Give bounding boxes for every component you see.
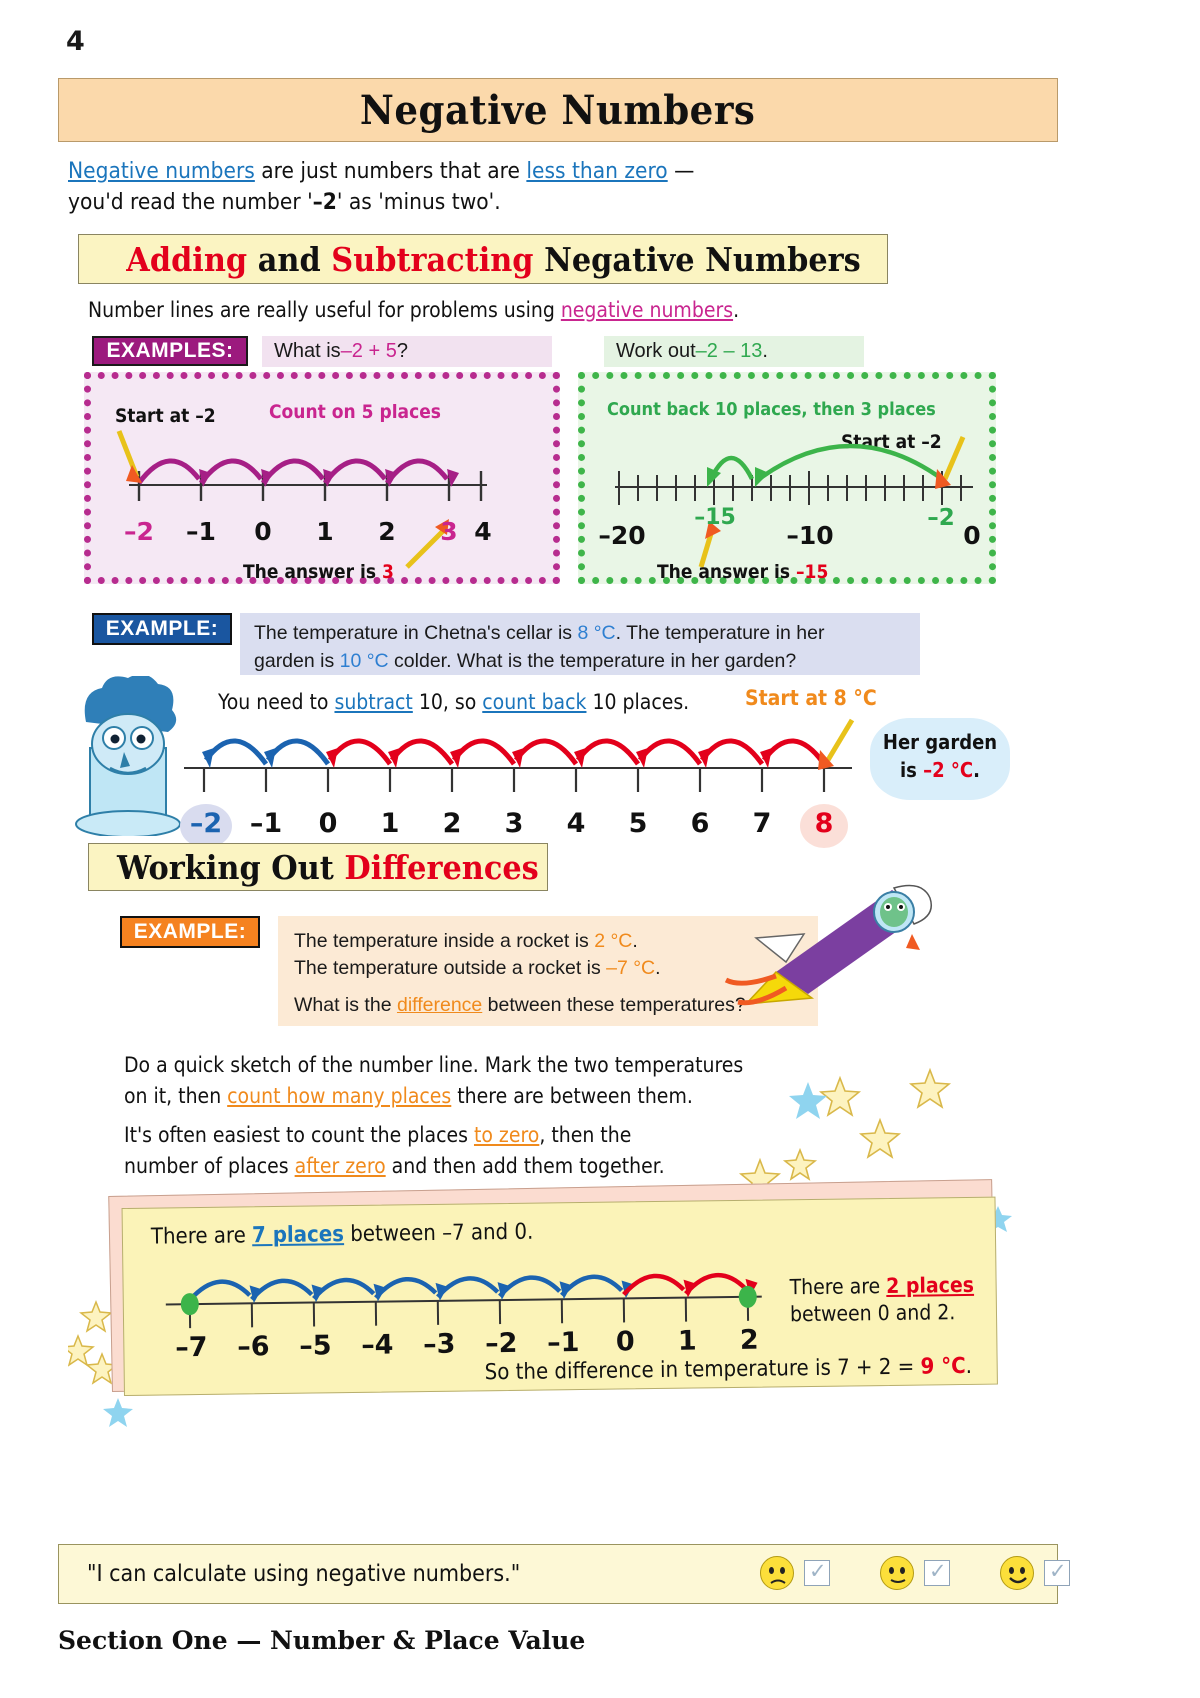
- section-header-1-part-adding: Adding: [126, 239, 248, 279]
- ex2-line1-a: The temperature inside a rocket is: [294, 930, 595, 952]
- ex1-line1-c: . The temperature in her: [615, 622, 825, 644]
- examples-chip: EXAMPLES:: [92, 336, 248, 366]
- section-header-1-part-nn: Negative Numbers: [533, 239, 861, 279]
- bubble-line-1: Her garden: [882, 730, 998, 754]
- question-b-post: .: [762, 340, 768, 362]
- para1-d: there are between them.: [451, 1084, 693, 1108]
- card-tick-3: –4: [360, 1329, 394, 1361]
- para2-f: and then add them together.: [385, 1154, 665, 1178]
- intro-text-b: —: [667, 158, 695, 184]
- example1-question-box: [240, 613, 920, 675]
- panel-b-answer-value: –15: [796, 561, 829, 583]
- panel-b-label-zero: 0: [963, 521, 981, 550]
- lead-link-negative-numbers: negative numbers: [560, 298, 734, 322]
- intro-link-negative-numbers: Negative numbers: [68, 158, 255, 184]
- para1-b: on it, then: [124, 1084, 228, 1108]
- card-bottom-c: .: [965, 1353, 973, 1379]
- bubble-line2-a: is: [900, 758, 924, 782]
- card-tick-6: –1: [546, 1327, 580, 1359]
- intro-text-d: ' as 'minus two'.: [336, 189, 501, 215]
- lead-text-b: .: [733, 298, 740, 322]
- panel-a-tick-5: 3: [440, 517, 458, 546]
- page-title: Negative Numbers: [360, 86, 756, 134]
- question-a-post: ?: [396, 340, 408, 362]
- intro-paragraph: [68, 156, 1028, 218]
- example2-chip: EXAMPLE:: [120, 916, 260, 948]
- para2-link-to-zero: to zero: [473, 1123, 540, 1147]
- panel-a-count-label: Count on 5 places: [269, 401, 441, 423]
- checkbox-unsure[interactable]: [804, 1560, 830, 1586]
- ex1-inst-c: 10, so: [412, 690, 483, 714]
- intro-text-c: you'd read the number ': [68, 189, 313, 215]
- panel-a-tick-6: 4: [474, 517, 492, 546]
- card-tick-0: –7: [175, 1331, 208, 1364]
- panel-b-answer-pre: The answer is: [657, 561, 797, 583]
- section-header-2-text: [108, 848, 539, 887]
- panel-b-count-label: Count back 10 places, then 3 places: [607, 399, 936, 420]
- card-tick-4: –3: [422, 1328, 456, 1361]
- page-number: 4: [66, 26, 85, 57]
- ex1-link-count-back: count back: [482, 690, 587, 714]
- intro-text-a: are just numbers that are: [254, 158, 527, 184]
- ex1-line2-a: garden is: [254, 650, 340, 672]
- bubble-line-2: [870, 758, 1010, 782]
- card-tick-7: 0: [615, 1326, 635, 1358]
- ex1-line2-c: colder. What is the temperature in her garden?: [388, 650, 797, 672]
- question-a-pre: What is: [274, 340, 341, 362]
- para1-link-count-places: count how many places: [227, 1084, 452, 1108]
- section-header-2-part-differences: Differences: [344, 847, 539, 887]
- bubble-line2-c: .: [973, 758, 980, 782]
- section-header-2-part-working: Working Out: [116, 847, 345, 887]
- panel-b-label-minus20: –20: [598, 521, 646, 550]
- ex1-temp-colder: 10 °C: [339, 650, 389, 672]
- question-b-expression: –2 – 13: [695, 340, 763, 362]
- frozen-character-illustration: [72, 676, 197, 836]
- ex1-tick-8: 6: [690, 808, 710, 839]
- panel-b-label-minus2: –2: [927, 505, 955, 531]
- card-link-7-places: 7 places: [251, 1222, 345, 1249]
- section1-lead-line: [88, 298, 739, 322]
- panel-a-answer-pre: The answer is: [243, 561, 383, 583]
- bubble-answer-value: –2 °C: [923, 758, 974, 782]
- face-happy-icon: [1000, 1556, 1034, 1590]
- page-title-banner: [58, 78, 1058, 142]
- ex2-line3-a: What is the: [294, 994, 397, 1016]
- ex1-tick-2: 0: [318, 808, 338, 839]
- ex2-line3-c: between these temperatures?: [482, 994, 746, 1016]
- ex1-tick-0: –2: [189, 808, 223, 839]
- ex1-link-subtract: subtract: [334, 690, 413, 714]
- ex2-link-difference: difference: [396, 994, 483, 1016]
- example1-chip: EXAMPLE:: [92, 613, 232, 645]
- panel-a-diagram: [91, 379, 553, 579]
- card-bottom-text: [485, 1354, 973, 1385]
- ex1-temp-cellar: 8 °C: [577, 622, 616, 644]
- section-header-working-out-differences: [88, 843, 548, 891]
- ex2-line2-a: The temperature outside a rocket is: [294, 957, 607, 979]
- example-panel-a: [84, 372, 560, 584]
- panel-b-label-minus10: –10: [786, 521, 834, 550]
- card-difference-value: 9 °C: [920, 1353, 966, 1380]
- rocket-illustration: [716, 876, 946, 1026]
- self-assessment-2[interactable]: [880, 1556, 950, 1590]
- example1-number-line: [180, 716, 860, 806]
- checkbox-neutral[interactable]: [924, 1560, 950, 1586]
- panel-b-answer: [657, 561, 828, 583]
- card-tick-9: 2: [739, 1324, 759, 1356]
- ex1-tick-7: 5: [628, 808, 648, 839]
- body-paragraph-2: [124, 1120, 744, 1182]
- ex2-line1-c: .: [632, 930, 638, 952]
- example1-instruction: [218, 690, 689, 714]
- card-link-2-places: 2 places: [886, 1272, 975, 1299]
- card-right-a: There are: [789, 1274, 887, 1300]
- panel-a-tick-4: 2: [378, 517, 396, 546]
- card-number-line: [161, 1257, 772, 1333]
- card-tick-1: –6: [237, 1331, 270, 1363]
- question-b-pre: Work out: [616, 340, 696, 362]
- panel-a-answer-value: 3: [382, 561, 394, 583]
- ex1-tick-9: 7: [752, 808, 772, 839]
- ex1-tick-6: 4: [566, 808, 586, 839]
- face-unsure-icon: [760, 1556, 794, 1590]
- para2-d: number of places: [124, 1154, 295, 1178]
- garden-answer-bubble: [870, 718, 1010, 800]
- question-a-expression: –2 + 5: [340, 340, 397, 362]
- ex1-tick-10: 8: [814, 808, 834, 839]
- ex2-line2-c: .: [655, 957, 661, 979]
- body-paragraph-1: [124, 1050, 824, 1112]
- ex1-inst-e: 10 places.: [586, 690, 690, 714]
- panel-b-start-label: Start at –2: [841, 431, 942, 453]
- para2-a: It's often easiest to count the places: [124, 1123, 474, 1147]
- card-top-a: There are: [150, 1223, 253, 1250]
- panel-a-tick-0: –2: [124, 517, 154, 546]
- panel-b-label-minus15: –15: [694, 505, 736, 530]
- ex1-tick-4: 2: [442, 808, 462, 839]
- card-right-c: between 0 and 2.: [789, 1300, 956, 1327]
- intro-value-minus-two: –2: [312, 189, 337, 215]
- example1-start-label: Start at 8 °C: [745, 686, 877, 710]
- footer-section-label: Section One — Number & Place Value: [58, 1626, 586, 1655]
- card-right-text: [789, 1272, 990, 1329]
- ex1-tick-3: 1: [380, 808, 400, 839]
- ex2-temp-inside: 2 °C: [594, 930, 633, 952]
- question-strip-a: [262, 336, 552, 367]
- question-strip-b: [604, 336, 864, 367]
- panel-a-answer: [243, 561, 394, 583]
- section-header-1-part-and: and: [247, 239, 332, 279]
- card-tick-2: –5: [299, 1330, 332, 1362]
- card-tick-8: 1: [677, 1325, 697, 1357]
- section-header-1-part-subtracting: Subtracting: [331, 239, 534, 279]
- face-neutral-icon: [880, 1556, 914, 1590]
- lead-text-a: Number lines are really useful for problems using: [88, 298, 561, 322]
- card-top-c: between –7 and 0.: [343, 1219, 534, 1248]
- ex1-inst-a: You need to: [218, 690, 335, 714]
- self-assessment-3[interactable]: [1000, 1556, 1070, 1590]
- ex1-tick-1: –1: [249, 808, 283, 839]
- panel-a-tick-3: 1: [316, 517, 334, 546]
- example-panel-b: [578, 372, 996, 584]
- card-front-yellow: [122, 1197, 998, 1396]
- para2-c: , then the: [539, 1123, 632, 1147]
- checkbox-happy[interactable]: [1044, 1560, 1070, 1586]
- section-header-adding-subtracting: [78, 234, 888, 284]
- para2-link-after-zero: after zero: [294, 1154, 386, 1178]
- self-assessment-1[interactable]: [760, 1556, 830, 1590]
- card-bottom-a: So the difference in temperature is 7 + 2 =: [484, 1354, 921, 1386]
- card-tick-5: –2: [484, 1327, 518, 1360]
- panel-a-start-label: Start at –2: [115, 405, 216, 427]
- section-header-1-text: [112, 240, 861, 279]
- para1-a: Do a quick sketch of the number line. Mark the two temperatures: [124, 1053, 744, 1077]
- learning-statement-text: "I can calculate using negative numbers.": [87, 1561, 521, 1587]
- intro-link-less-than-zero: less than zero: [526, 158, 668, 184]
- ex2-temp-outside: –7 °C: [606, 957, 656, 979]
- ex1-tick-5: 3: [504, 808, 524, 839]
- panel-a-tick-2: 0: [254, 517, 272, 546]
- card-top-text: [151, 1220, 534, 1250]
- ex1-line1-a: The temperature in Chetna's cellar is: [254, 622, 578, 644]
- panel-a-tick-1: –1: [186, 517, 216, 546]
